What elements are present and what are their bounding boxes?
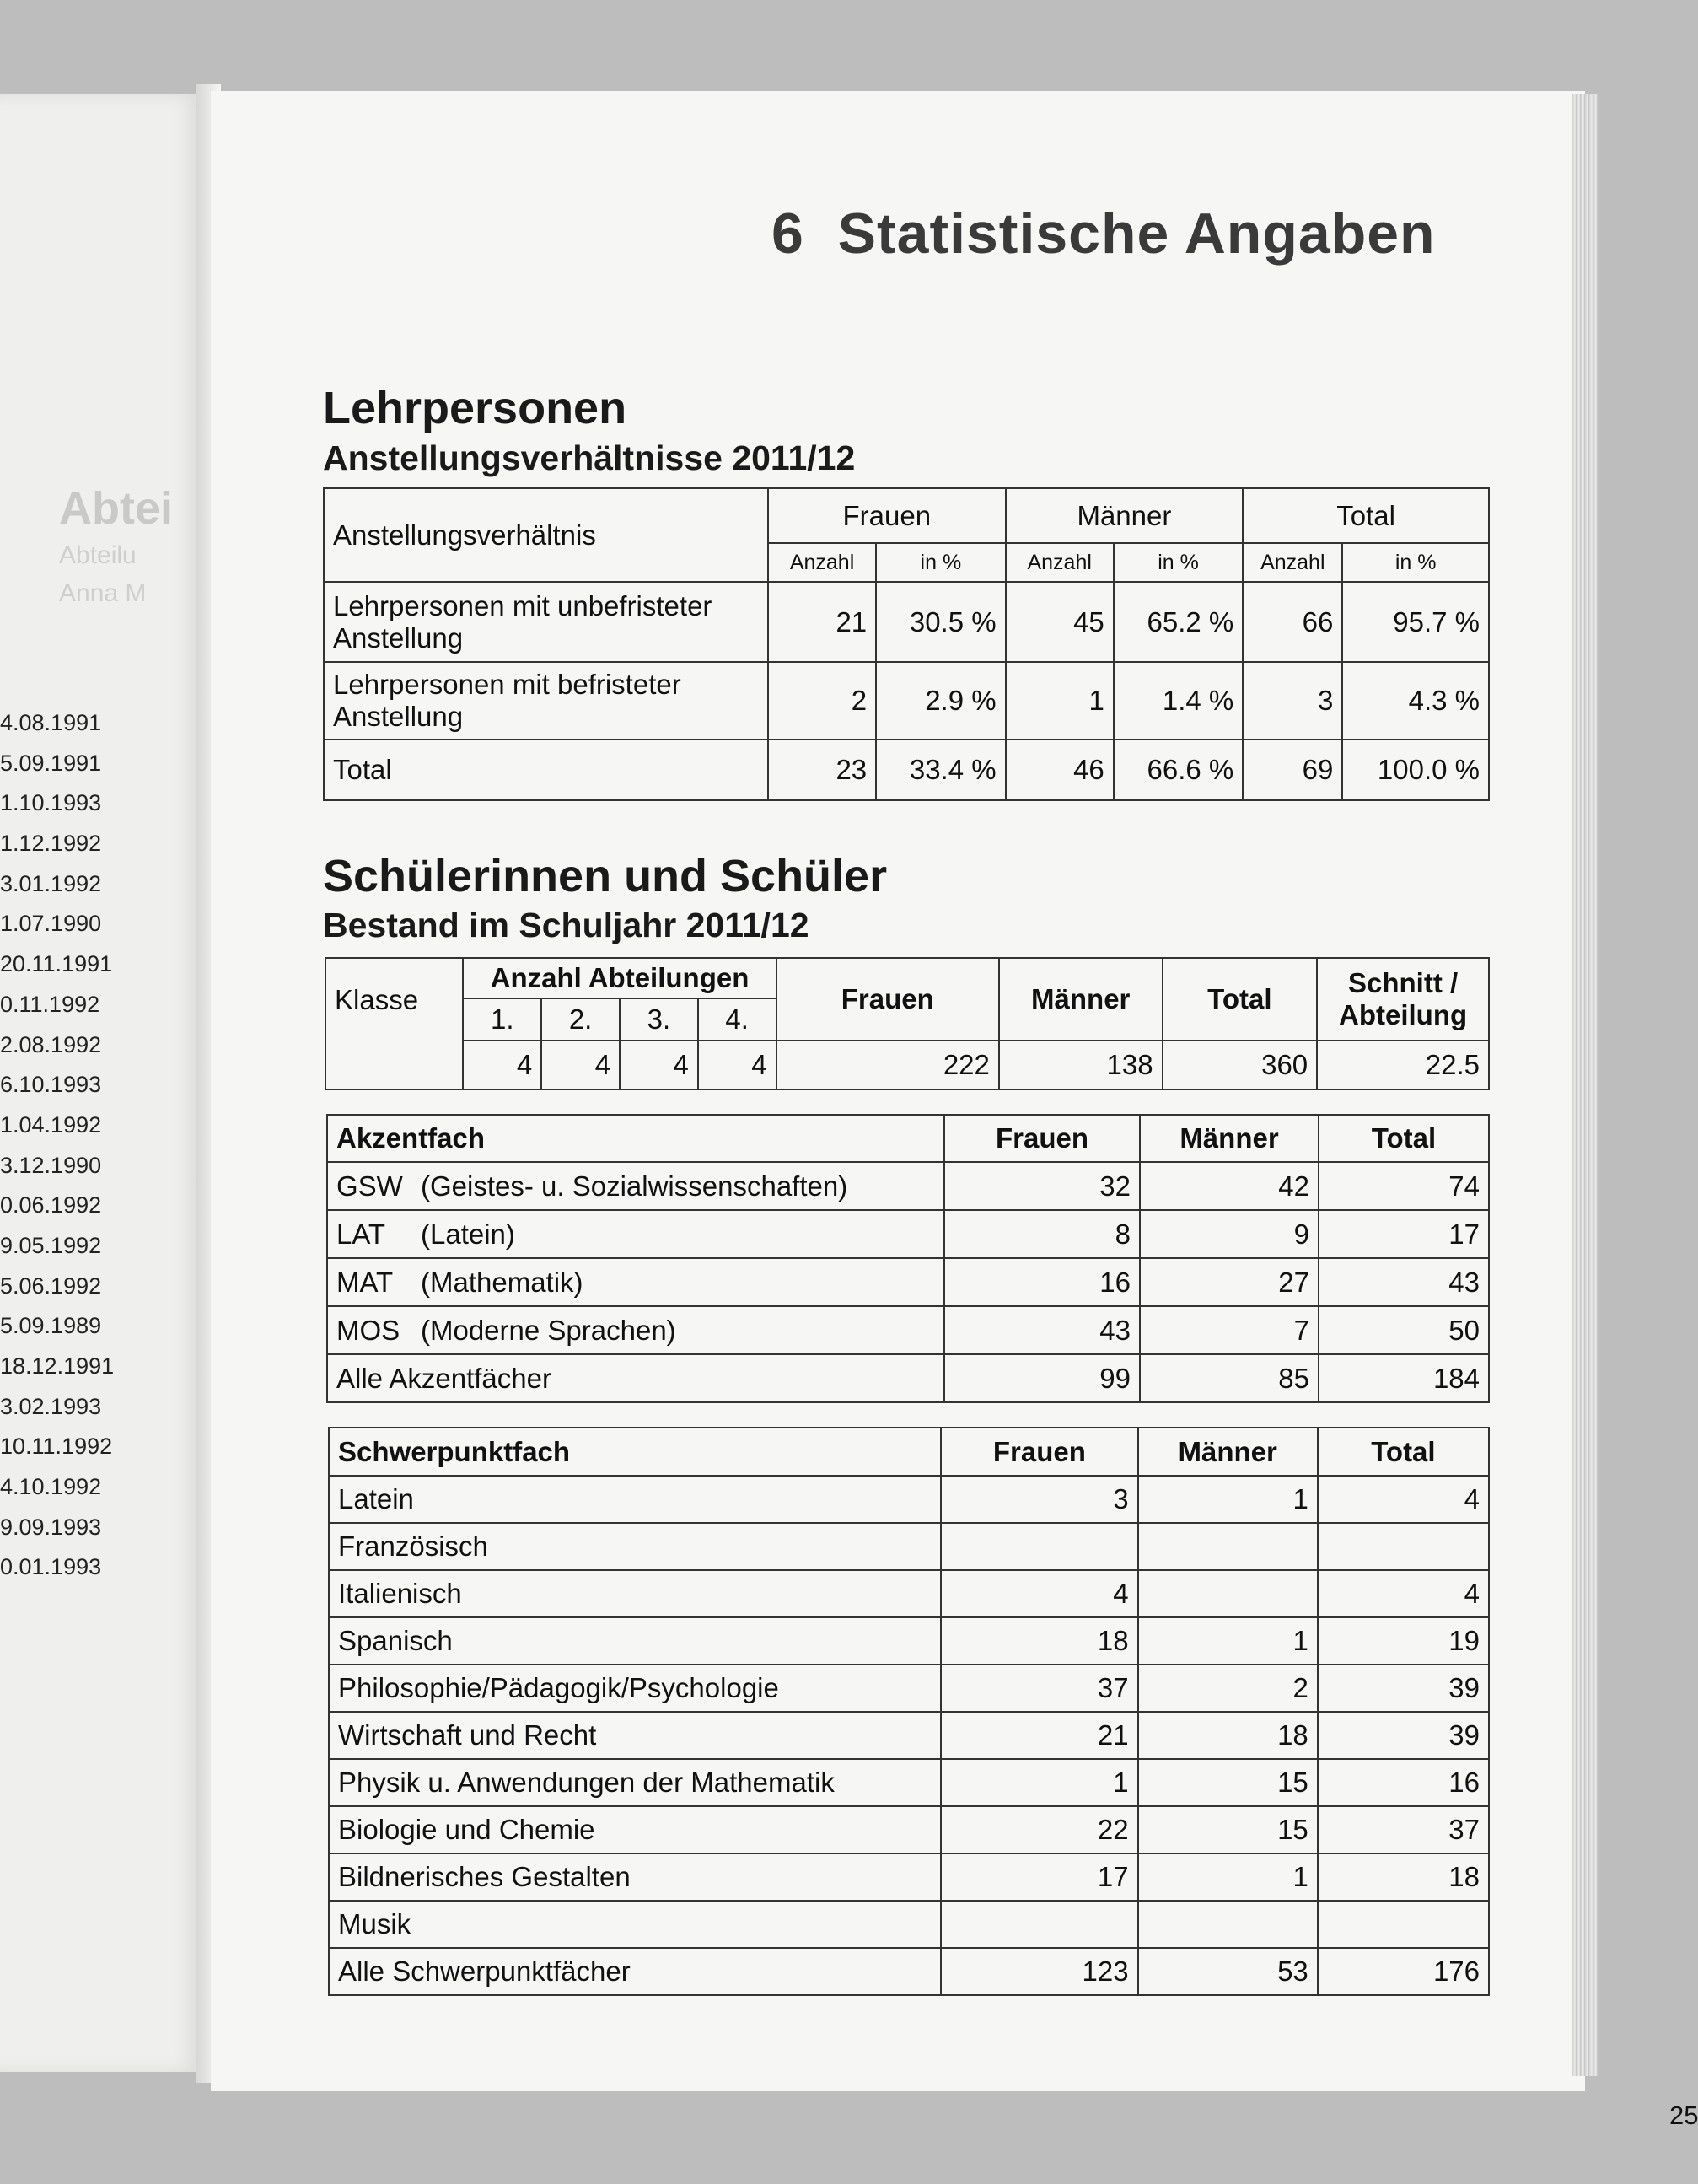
akzent-total-label: Alle Akzentfächer xyxy=(327,1354,944,1402)
schueler-heading: Schülerinnen und Schüler xyxy=(323,851,888,901)
cell: 4 xyxy=(941,1570,1137,1617)
col-label: Anstellungsverhältnis xyxy=(324,488,768,582)
akzent-name: (Moderne Sprachen) xyxy=(412,1306,944,1354)
left-date: 20.11.1991 xyxy=(0,951,113,977)
left-date: 9.09.1993 xyxy=(0,1514,102,1540)
count-cell: 4 xyxy=(698,1041,776,1089)
cell: 2 xyxy=(768,662,876,740)
cell xyxy=(1138,1901,1318,1948)
left-date: 9.05.1992 xyxy=(0,1232,102,1258)
left-date: 18.12.1991 xyxy=(0,1353,115,1379)
group-header: Männer xyxy=(1006,488,1244,543)
sub-header: in % xyxy=(1114,543,1243,582)
cell: 3 xyxy=(1243,662,1342,740)
akzent-header: Akzentfach xyxy=(327,1115,944,1162)
total-header: Total xyxy=(1319,1115,1489,1162)
count-cell: 4 xyxy=(541,1041,620,1089)
schwerpunkt-total-label: Alle Schwerpunktfächer xyxy=(329,1948,941,1995)
group-header: Frauen xyxy=(768,488,1006,543)
frauen-header: Frauen xyxy=(941,1428,1137,1476)
cell xyxy=(1138,1570,1318,1617)
cell: 37 xyxy=(941,1665,1137,1712)
left-date: 3.02.1993 xyxy=(0,1393,102,1419)
schwerpunkt-table xyxy=(328,1427,1490,1996)
left-date: 0.11.1992 xyxy=(0,991,100,1017)
anzahl-abteilungen-header: Anzahl Abteilungen xyxy=(463,958,776,998)
cell: 16 xyxy=(1318,1759,1489,1806)
left-date: 10.11.1992 xyxy=(0,1434,113,1460)
left-date: 5.09.1991 xyxy=(0,750,102,776)
sub-header: Anzahl xyxy=(1006,543,1114,582)
sub-header: Anzahl xyxy=(1243,543,1342,582)
cell: 37 xyxy=(1318,1806,1489,1853)
left-date: 5.06.1992 xyxy=(0,1272,102,1299)
lehrpersonen-subheading: Anstellungsverhältnisse 2011/12 xyxy=(323,438,856,477)
maenner-header: Männer xyxy=(1138,1428,1318,1476)
left-page xyxy=(0,94,204,2072)
akzent-code: GSW xyxy=(327,1162,412,1210)
cell: 42 xyxy=(1140,1162,1319,1210)
cell: 74 xyxy=(1319,1162,1489,1210)
frauen-header: Frauen xyxy=(944,1115,1140,1162)
year-header: 1. xyxy=(463,998,541,1041)
total-value: 360 xyxy=(1163,1041,1318,1089)
schwerpunkt-header: Schwerpunktfach xyxy=(329,1428,941,1476)
sub-header: in % xyxy=(1342,543,1489,582)
cell: 184 xyxy=(1319,1354,1489,1402)
cell: 45 xyxy=(1006,582,1114,662)
cell xyxy=(941,1523,1137,1570)
year-header: 2. xyxy=(541,998,620,1041)
left-date: 6.10.1993 xyxy=(0,1072,102,1098)
schwerpunkt-label: Bildnerisches Gestalten xyxy=(329,1853,941,1901)
schwerpunkt-label: Latein xyxy=(329,1476,941,1523)
cell: 7 xyxy=(1140,1306,1319,1354)
year-header: 3. xyxy=(620,998,698,1041)
cell: 17 xyxy=(1319,1210,1489,1258)
akzent-name: (Latein) xyxy=(412,1210,944,1258)
total-header: Total xyxy=(1163,958,1318,1041)
cell: 85 xyxy=(1140,1354,1319,1402)
cell: 18 xyxy=(1138,1712,1318,1759)
row-label: Lehrpersonen mit unbefristeter Anstellung xyxy=(324,582,768,662)
cell: 46 xyxy=(1006,740,1114,800)
page-edge xyxy=(1572,94,1598,2076)
cell: 1 xyxy=(1138,1853,1318,1901)
cell: 1 xyxy=(1006,662,1114,740)
left-date: 5.09.1989 xyxy=(0,1313,102,1339)
schwerpunkt-label: Wirtschaft und Recht xyxy=(329,1712,941,1759)
left-date: 4.10.1992 xyxy=(0,1474,102,1500)
schueler-subheading: Bestand im Schuljahr 2011/12 xyxy=(323,906,809,944)
left-date-column xyxy=(0,703,114,1588)
left-date: 1.10.1993 xyxy=(0,790,102,816)
cell: 8 xyxy=(944,1210,1140,1258)
cell: 27 xyxy=(1140,1258,1319,1306)
schwerpunkt-label: Physik u. Anwendungen der Mathematik xyxy=(329,1759,941,1806)
cell: 21 xyxy=(941,1712,1137,1759)
cell: 43 xyxy=(1319,1258,1489,1306)
cell: 43 xyxy=(944,1306,1140,1354)
cell: 22 xyxy=(941,1806,1137,1853)
left-date: 0.06.1992 xyxy=(0,1192,102,1218)
cell: 33.4 % xyxy=(876,740,1005,800)
group-header: Total xyxy=(1243,488,1489,543)
cell xyxy=(1318,1901,1489,1948)
cell: 15 xyxy=(1138,1806,1318,1853)
maenner-header: Männer xyxy=(1140,1115,1319,1162)
frauen-header: Frauen xyxy=(776,958,999,1041)
akzent-code: LAT xyxy=(327,1210,412,1258)
cell: 18 xyxy=(1318,1853,1489,1901)
left-ghost-heading: Abtei xyxy=(59,483,173,534)
left-date: 1.04.1992 xyxy=(0,1111,102,1138)
cell: 1 xyxy=(941,1759,1137,1806)
cell: 100.0 % xyxy=(1342,740,1489,800)
schwerpunkt-label: Französisch xyxy=(329,1523,941,1570)
schwerpunkt-label: Musik xyxy=(329,1901,941,1948)
chapter-title xyxy=(771,201,1436,266)
lehrpersonen-heading: Lehrpersonen xyxy=(323,383,627,433)
schnitt-header: Schnitt / Abteilung xyxy=(1317,958,1489,1041)
schwerpunkt-label: Biologie und Chemie xyxy=(329,1806,941,1853)
cell: 99 xyxy=(944,1354,1140,1402)
cell: 4.3 % xyxy=(1342,662,1489,740)
row-label: Total xyxy=(324,740,768,800)
cell xyxy=(941,1901,1137,1948)
schwerpunkt-label: Philosophie/Pädagogik/Psychologie xyxy=(329,1665,941,1712)
cell: 2 xyxy=(1138,1665,1318,1712)
count-cell: 4 xyxy=(620,1041,698,1089)
cell: 176 xyxy=(1318,1948,1489,1995)
cell: 95.7 % xyxy=(1342,582,1489,662)
cell: 66.6 % xyxy=(1114,740,1243,800)
cell: 1.4 % xyxy=(1114,662,1243,740)
cell xyxy=(1318,1523,1489,1570)
maenner-value: 138 xyxy=(999,1041,1163,1089)
chapter-title-text: Statistische Angaben xyxy=(837,202,1436,266)
cell: 2.9 % xyxy=(876,662,1005,740)
klasse-header: Klasse xyxy=(325,958,463,1041)
left-date: 1.07.1990 xyxy=(0,911,102,937)
bestand-table xyxy=(325,957,1490,1090)
total-header: Total xyxy=(1318,1428,1489,1476)
year-header: 4. xyxy=(698,998,776,1041)
chapter-number: 6 xyxy=(771,202,804,266)
left-ghost-line: Anna M xyxy=(59,579,147,607)
akzent-code: MOS xyxy=(327,1306,412,1354)
schnitt-value: 22.5 xyxy=(1317,1041,1489,1089)
left-date: 1.12.1992 xyxy=(0,831,102,857)
schwerpunkt-label: Spanisch xyxy=(329,1617,941,1665)
left-date: 4.08.1991 xyxy=(0,710,102,735)
cell: 39 xyxy=(1318,1665,1489,1712)
sub-header: Anzahl xyxy=(768,543,876,582)
cell: 30.5 % xyxy=(876,582,1005,662)
akzent-name: (Geistes- u. Sozialwissenschaften) xyxy=(412,1162,944,1210)
left-date: 3.01.1992 xyxy=(0,870,102,896)
akzent-code: MAT xyxy=(327,1258,412,1306)
frauen-value: 222 xyxy=(776,1041,999,1089)
cell: 23 xyxy=(768,740,876,800)
left-date: 0.01.1993 xyxy=(0,1554,102,1580)
schwerpunkt-label: Italienisch xyxy=(329,1570,941,1617)
count-cell: 4 xyxy=(463,1041,541,1089)
cell: 1 xyxy=(1138,1476,1318,1523)
cell: 123 xyxy=(941,1948,1137,1995)
cell: 39 xyxy=(1318,1712,1489,1759)
cell: 16 xyxy=(944,1258,1140,1306)
cell: 53 xyxy=(1138,1948,1318,1995)
cell: 50 xyxy=(1319,1306,1489,1354)
akzent-table xyxy=(326,1114,1490,1403)
cell: 66 xyxy=(1243,582,1342,662)
sub-header: in % xyxy=(876,543,1005,582)
cell: 65.2 % xyxy=(1114,582,1243,662)
cell: 3 xyxy=(941,1476,1137,1523)
cell: 4 xyxy=(1318,1476,1489,1523)
cell: 4 xyxy=(1318,1570,1489,1617)
maenner-header: Männer xyxy=(999,958,1163,1041)
cell: 21 xyxy=(768,582,876,662)
cell: 17 xyxy=(941,1853,1137,1901)
cell: 19 xyxy=(1318,1617,1489,1665)
anstellung-table xyxy=(323,487,1490,801)
page-number: 25 xyxy=(1669,2101,1698,2130)
cell xyxy=(1138,1523,1318,1570)
left-date: 3.12.1990 xyxy=(0,1152,102,1178)
left-date: 2.08.1992 xyxy=(0,1031,102,1057)
cell: 69 xyxy=(1243,740,1342,800)
right-page xyxy=(211,91,1698,2130)
cell: 15 xyxy=(1138,1759,1318,1806)
cell: 9 xyxy=(1140,1210,1319,1258)
cell: 1 xyxy=(1138,1617,1318,1665)
left-ghost-line: Abteilu xyxy=(59,541,137,569)
cell: 32 xyxy=(944,1162,1140,1210)
cell: 18 xyxy=(941,1617,1137,1665)
akzent-name: (Mathematik) xyxy=(412,1258,944,1306)
row-label: Lehrpersonen mit befristeter Anstellung xyxy=(324,662,768,740)
